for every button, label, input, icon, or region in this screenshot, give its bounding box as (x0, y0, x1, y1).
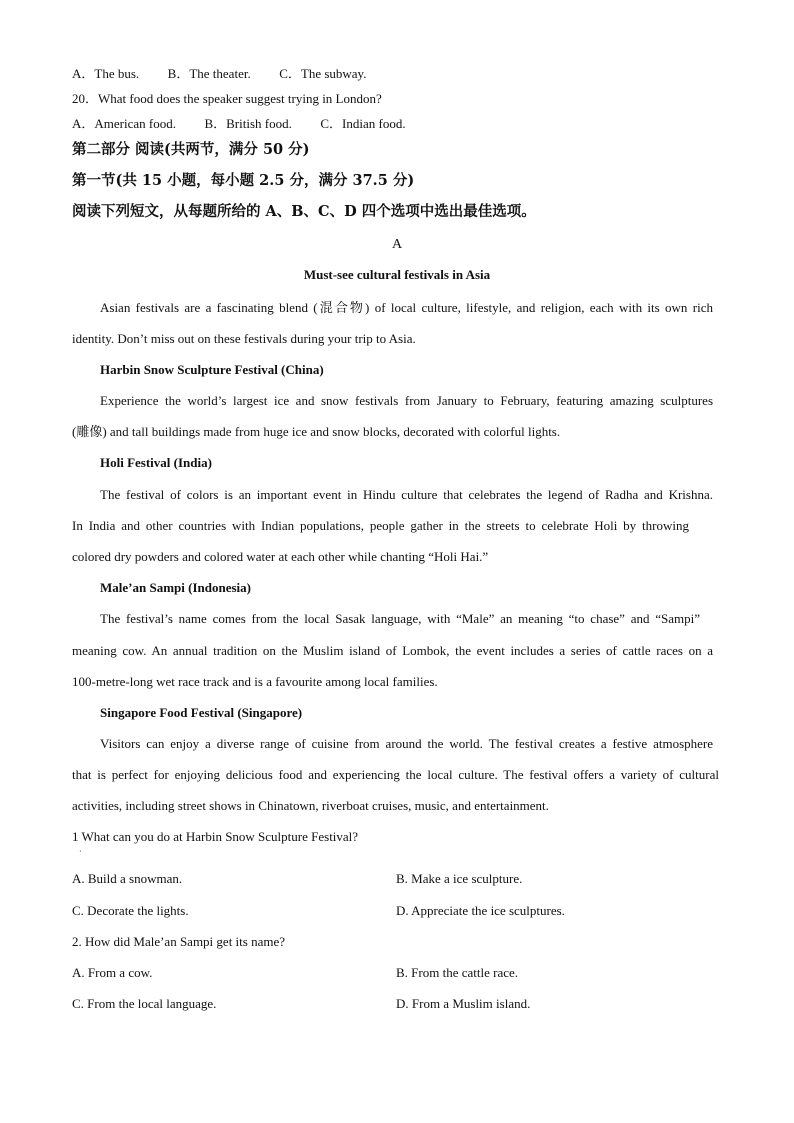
question-2-stem: 2. How did Male’an Sampi get its name? (72, 934, 286, 949)
q19-option-a: A．The bus. (72, 66, 140, 81)
q19-options (72, 67, 366, 80)
reading-instruction: 阅读下列短文，从每题所给的 A、B、C、D 四个选项中选出最佳选项。 (72, 203, 536, 220)
question-1-stem: 1 What can you do at Harbin Snow Sculpture Festival? (72, 829, 359, 844)
q20-stem: 20．What food does the speaker suggest trying in London? (72, 91, 382, 106)
holi-line-2: In India and other countries with Indian populations, people gather in the streets to celebrate Holi by throwing (72, 518, 689, 533)
malean-line-2: meaning cow. An annual tradition on the Muslim island of Lombok, the event includes a series of cattle races on a (72, 643, 713, 658)
q19-option-c: C．The subway. (279, 66, 367, 81)
question-1-option-a: A. Build a snowman. (72, 871, 183, 886)
q20-option-b: B．British food. (204, 116, 292, 131)
intro-line-2: identity. Don’t miss out on these festivals during your trip to Asia. (72, 331, 416, 346)
q20-option-a: A．American food. (72, 116, 176, 131)
holi-line-3: colored dry powders and colored water at each other while chanting “Holi Hai.” (72, 549, 489, 564)
question-1-option-c: C. Decorate the lights. (72, 903, 189, 918)
malean-line-3: 100-metre-long wet race track and is a favourite among local families. (72, 674, 438, 689)
question-1-option-d: D. Appreciate the ice sculptures. (396, 903, 565, 918)
q20-option-c: C．Indian food. (320, 116, 406, 131)
singapore-line-1: Visitors can enjoy a diverse range of cuisine from around the world. The festival creates a festive atmosphere (100, 736, 713, 751)
question-2-option-b: B. From the cattle race. (396, 965, 519, 980)
festival-heading-harbin: Harbin Snow Sculpture Festival (China) (100, 362, 324, 377)
festival-heading-holi: Holi Festival (India) (100, 455, 212, 470)
singapore-line-2: that is perfect for enjoying delicious food and experiencing the local culture. The festival offers a variety of cultural (72, 767, 719, 782)
festival-heading-malean-sampi: Male’an Sampi (Indonesia) (100, 580, 251, 595)
harbin-line-1: Experience the world’s largest ice and snow festivals from January to February, featuring amazing sculptures (100, 393, 713, 408)
question-2-option-d: D. From a Muslim island. (396, 996, 531, 1011)
section1-heading: 第一节(共 15 小题，每小题 2.5 分，满分 37.5 分) (72, 172, 415, 189)
q20-options (72, 117, 406, 130)
malean-line-1: The festival’s name comes from the local Sasak language, with “Male” an meaning “to chase” and “Sampi” (100, 611, 700, 626)
part2-heading: 第二部分 阅读(共两节，满分 50 分) (72, 141, 310, 158)
question-1-option-b: B. Make a ice sculpture. (396, 871, 523, 886)
q19-option-b: B．The theater. (167, 66, 251, 81)
passage-title: Must-see cultural festivals in Asia (303, 267, 491, 282)
stray-mark: · (79, 847, 82, 856)
question-2-option-a: A. From a cow. (72, 965, 153, 980)
festival-heading-singapore: Singapore Food Festival (Singapore) (100, 705, 303, 720)
holi-line-1: The festival of colors is an important event in Hindu culture that celebrates the legend of Radha and Krishna. (100, 487, 713, 502)
passage-letter: A (391, 237, 403, 252)
intro-line-1: Asian festivals are a fascinating blend (混合物) of local culture, lifestyle, and religion, each with its own rich (100, 300, 713, 315)
question-2-option-c: C. From the local language. (72, 996, 217, 1011)
singapore-line-3: activities, including street shows in Chinatown, riverboat cruises, music, and entertainment. (72, 798, 549, 813)
harbin-line-2: (雕像) and tall buildings made from huge ice and snow blocks, decorated with colorful lights. (72, 424, 561, 439)
